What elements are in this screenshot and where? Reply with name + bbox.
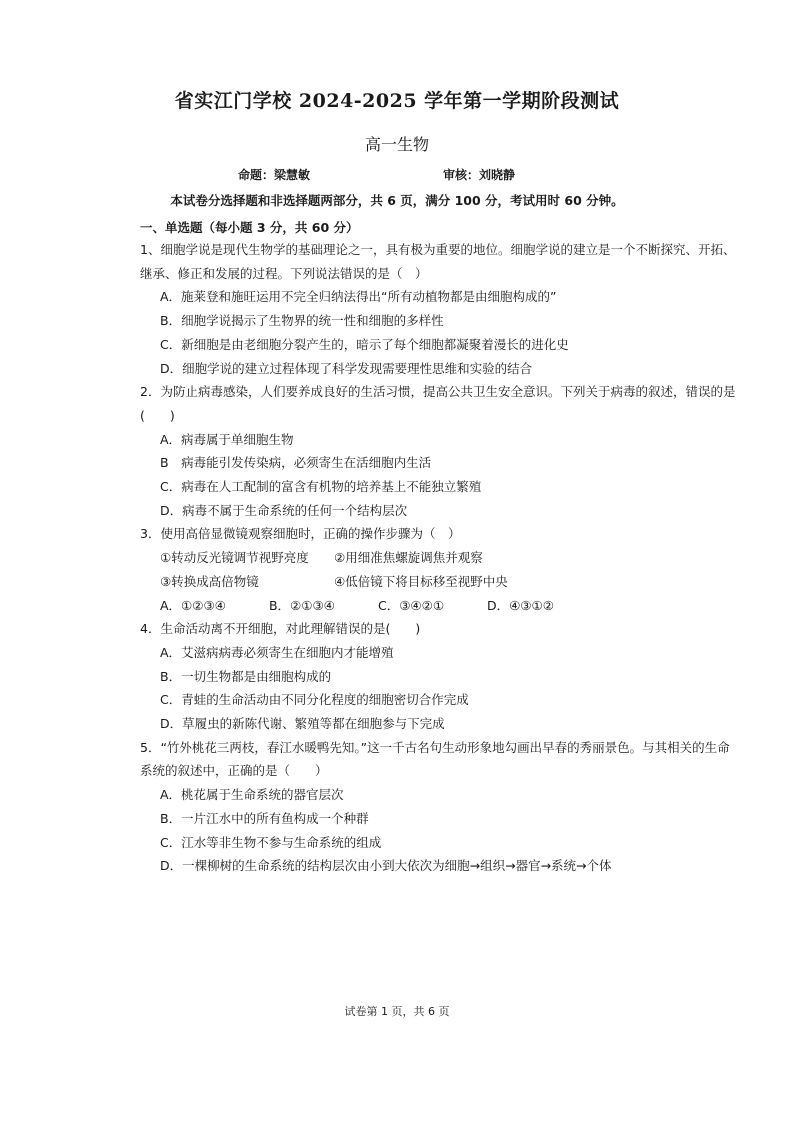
steps-row-2 [140, 570, 742, 594]
option-c: C．青蛙的生命活动由不同分化程度的细胞密切合作完成 [160, 692, 469, 708]
choice-b: B．②①③④ [268, 597, 335, 613]
option-c: C．江水等非生物不参与生命系统的组成 [160, 834, 382, 850]
question-stem: 3．使用高倍显微镜观察细胞时，正确的操作步骤为（ ） [140, 526, 461, 542]
author-name: 命题：梁慧敏 [238, 168, 311, 182]
question-stem: 5．“竹外桃花三两枝，春江水暖鸭先知。”这一千古名句生动形象地勾画出早春的秀丽景色。与其相关的生命系统的叙述中，正确的是（ ） [140, 739, 730, 779]
question-2 [140, 380, 742, 522]
option-a: A．病毒属于单细胞生物 [160, 431, 294, 447]
question-stem: 2．为防止病毒感染，人们要养成良好的生活习惯，提高公共卫生安全意识。下列关于病毒的叙述，错误的是( ) [140, 384, 736, 423]
question-4 [140, 617, 742, 736]
choice-d: D．④③①② [486, 597, 554, 613]
option-a: A．施莱登和施旺运用不完全归纳法得出“所有动植物都是由细胞构成的” [160, 289, 557, 305]
question-3 [140, 522, 742, 617]
option-b: B．一片江水中的所有鱼构成一个种群 [160, 810, 369, 826]
option-d: D．病毒不属于生命系统的任何一个结构层次 [160, 502, 408, 518]
step-1: ①转动反光镜调节视野亮度 [160, 550, 309, 566]
option-a: A．艾滋病病毒必须寄生在细胞内才能增殖 [160, 644, 394, 660]
step-2: ②用细准焦螺旋调焦并观察 [333, 550, 483, 566]
option-b: B．细胞学说揭示了生物界的统一性和细胞的多样性 [160, 313, 444, 329]
question-stem: 1、细胞学说是现代生物学的基础理论之一，具有极为重要的地位。细胞学说的建立是一个不断探究、开拓、继承、修正和发展的过程。下列说法错误的是（ ） [140, 242, 736, 281]
option-d: D．草履虫的新陈代谢、繁殖等都在细胞参与下完成 [160, 716, 445, 732]
question-5 [140, 736, 742, 878]
option-c: C．新细胞是由老细胞分裂产生的，暗示了每个细胞都凝聚着漫长的进化史 [160, 336, 569, 352]
subject-title: 高一生物 [364, 135, 429, 154]
steps-row-1 [140, 546, 742, 570]
choices-row [140, 594, 742, 618]
option-b: B 病毒能引发传染病，必须寄生在活细胞内生活 [160, 455, 432, 471]
step-3: ③转换成高倍物镜 [160, 573, 259, 589]
option-d: D．细胞学说的建立过程体现了科学发现需要理性思维和实验的结合 [160, 360, 533, 376]
option-b: B．一切生物都是由细胞构成的 [160, 668, 332, 684]
option-d: D．一棵柳树的生命系统的结构层次由小到大依次为细胞→组织→器官→系统→个体 [160, 858, 612, 874]
page-footer: 试卷第 1 页，共 6 页 [344, 1005, 450, 1018]
option-a: A．桃花属于生命系统的器官层次 [160, 787, 344, 803]
step-4: ④低倍镜下将目标移至视野中央 [333, 573, 508, 589]
question-stem: 4．生命活动离不开细胞，对此理解错误的是( ) [140, 621, 421, 637]
exam-notice: 本试卷分选择题和非选择题两部分，共 6 页，满分 100 分，考试用时 60 分钟。 [170, 193, 624, 208]
choice-a: A．①②③④ [160, 597, 226, 613]
section-title: 一、单选题（每小题 3 分，共 60 分） [140, 220, 359, 235]
reviewer-name: 审核：刘晓静 [443, 168, 516, 182]
choice-c: C．③④②① [377, 597, 445, 613]
question-1 [140, 238, 742, 380]
option-c: C．病毒在人工配制的富含有机物的培养基上不能独立繁殖 [160, 479, 482, 495]
exam-title: 省实江门学校 2024-2025 学年第一学期阶段测试 [174, 90, 620, 112]
question-list [140, 238, 742, 878]
